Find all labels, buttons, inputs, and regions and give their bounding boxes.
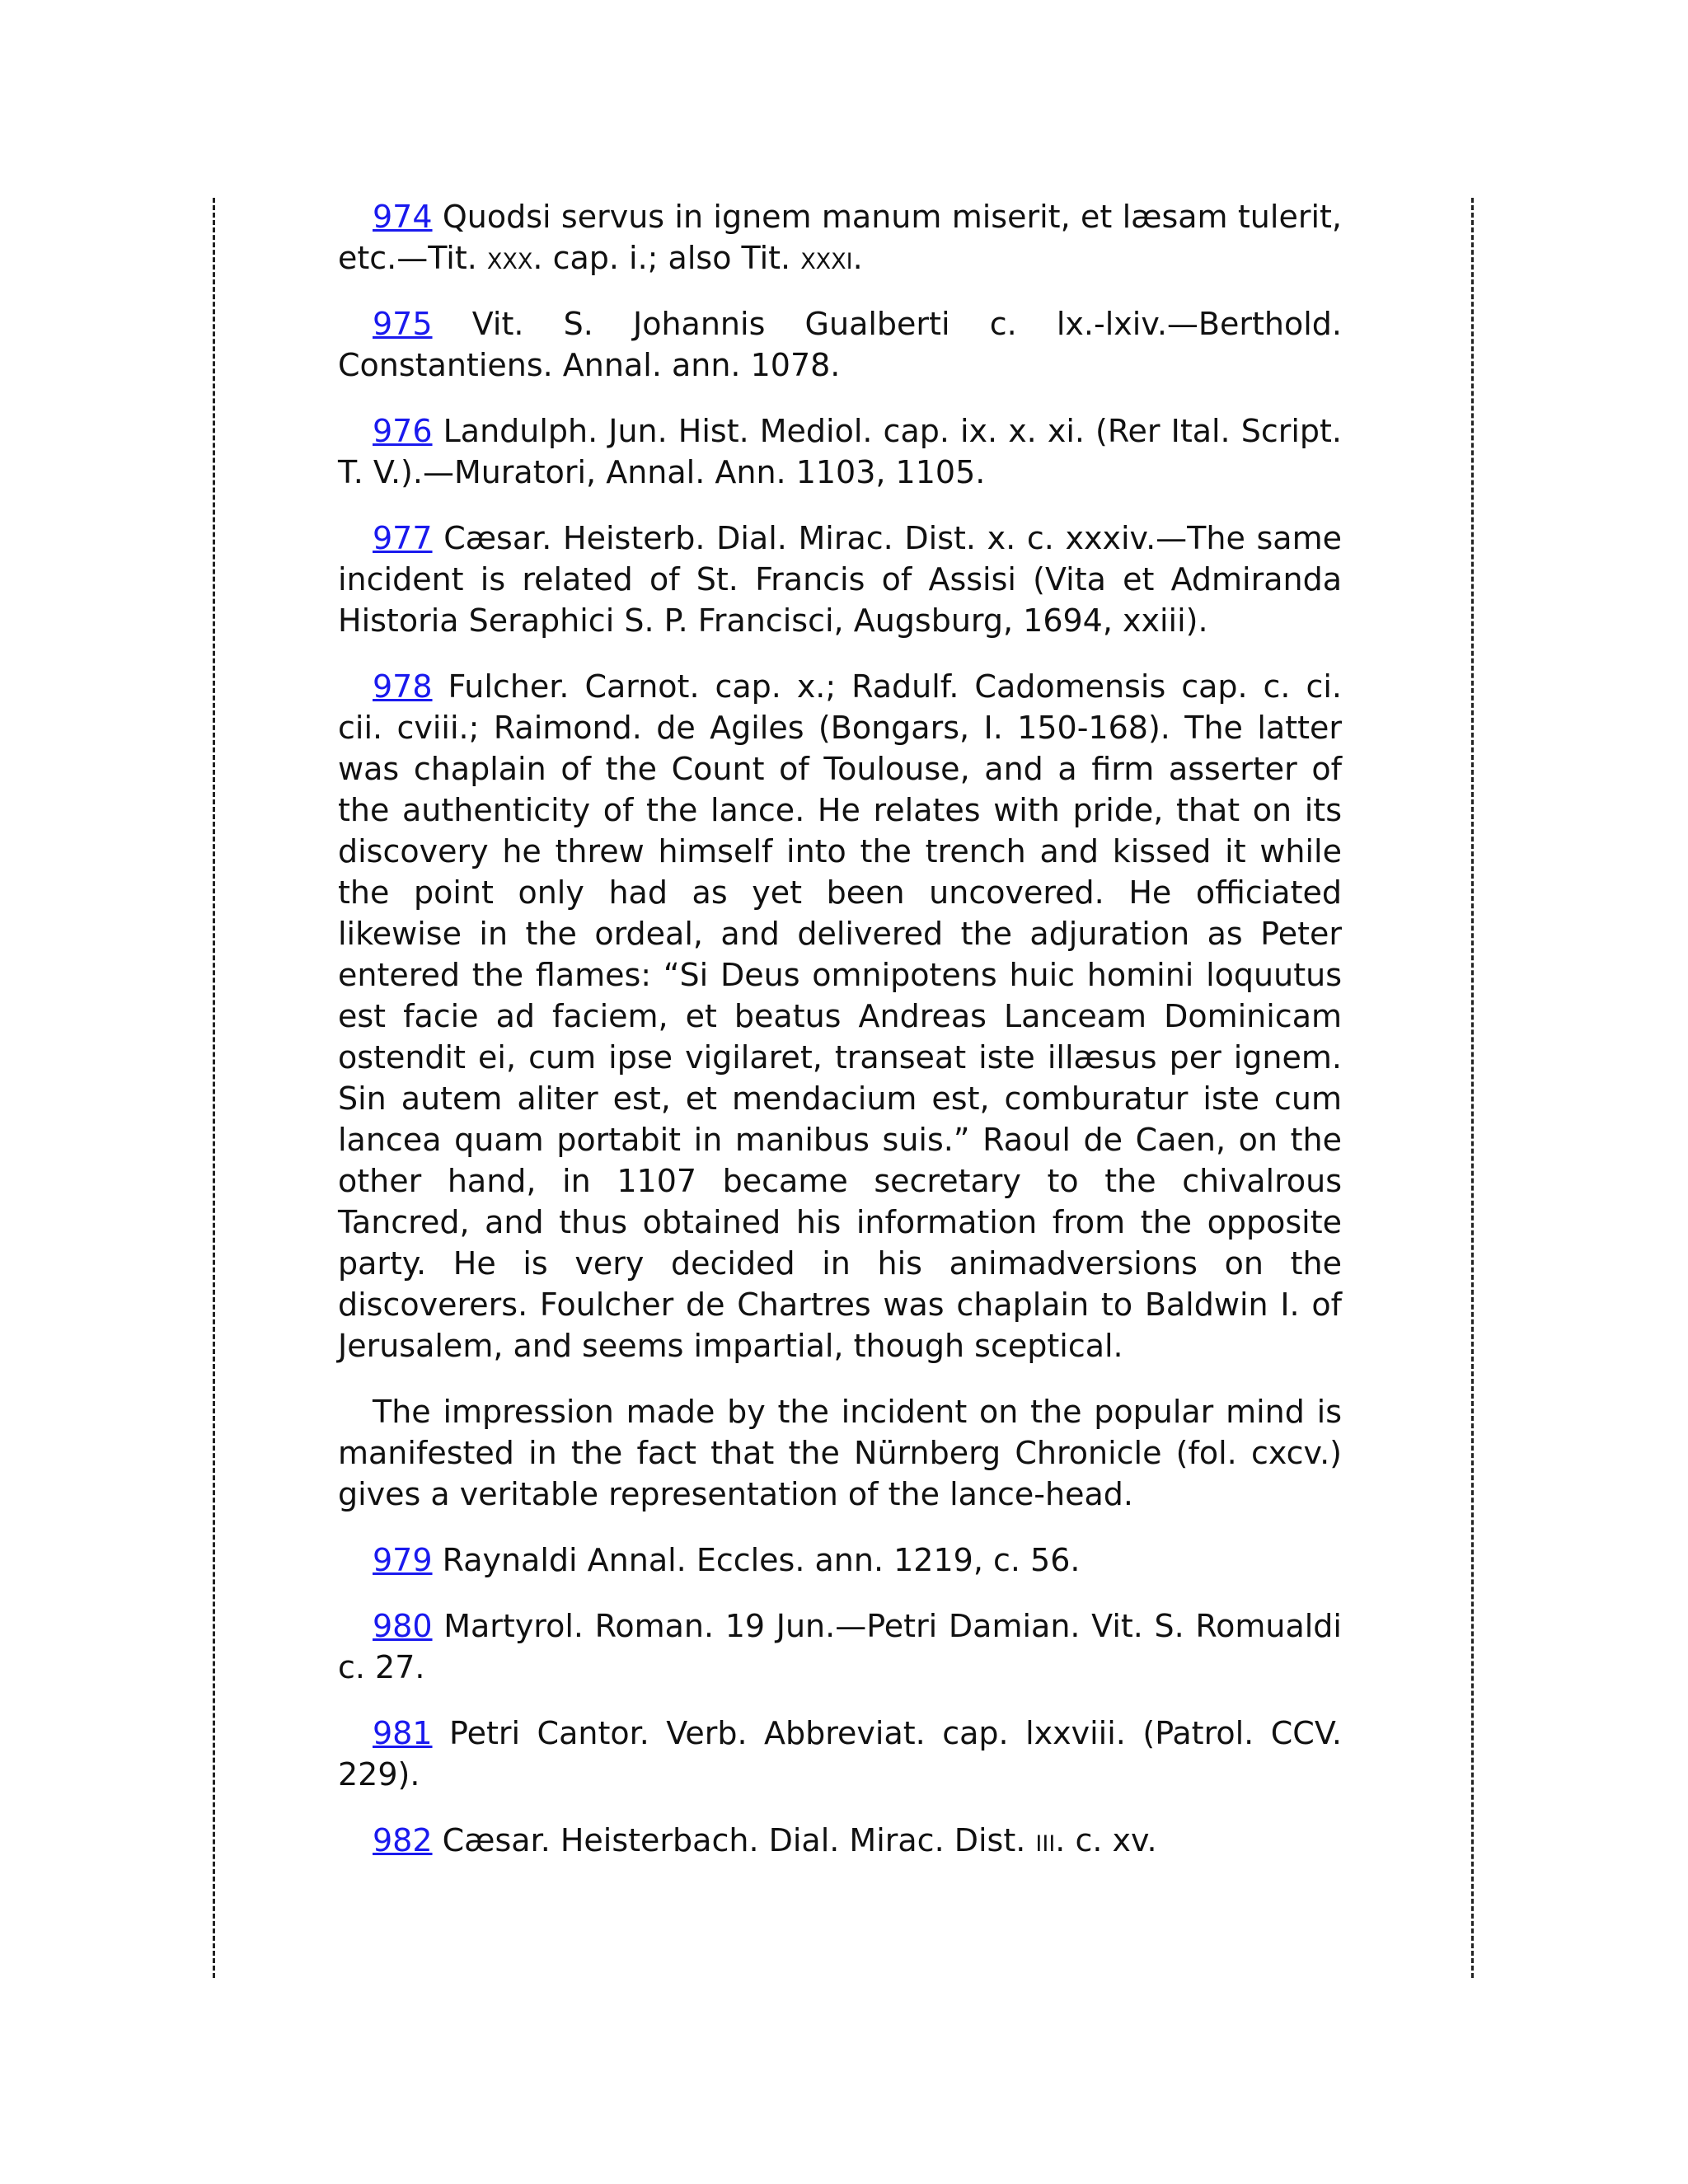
footnote-link-982[interactable]: 982 [373, 1822, 433, 1858]
footnote-text: Martyrol. Roman. 19 Jun.—Petri Damian. Vit. S. Romualdi c. 27. [338, 1608, 1342, 1685]
footnote-link-976[interactable]: 976 [373, 413, 433, 449]
footnote-text: Quodsi servus in ignem manum miserit, et læsam tulerit, etc.—Tit. [338, 199, 1342, 276]
footnote-text: Fulcher. Carnot. cap. x.; Radulf. Cadomensis cap. c. ci. cii. cviii.; Raimond. de Agiles (Bongars, I. 150-168). The latter was chaplain of the Count of Toulouse, and a firm asserter of the authenticity of the lance. He relates with pride, that on its discovery he threw himself into the trench and kissed it while the point only had as yet been uncovered. He officiated likewise in the ordeal, and delivered the adjuration as Peter entered the flames: “Si Deus omnipotens huic homini loquutus est facie ad faciem, et beatus Andreas Lanceam Dominicam ostendit ei, cum ipse vigilaret, transeat iste illæsus per ignem. Sin autem aliter est, et mendacium est, comburatur iste cum lancea quam portabit in manibus suis.” Raoul de Caen, on the other hand, in 1107 became secretary to the chivalrous Tancred, and thus obtained his information from the opposite party. He is very decided in his animadversions on the discoverers. Foulcher de Chartres was chaplain to Baldwin I. of Jerusalem, and seems impartial, though sceptical. [338, 668, 1342, 1364]
right-margin-rule [1471, 198, 1474, 1978]
footnote-976 [338, 410, 1342, 493]
footnote-978 [338, 666, 1342, 1366]
footnote-link-980[interactable]: 980 [373, 1608, 433, 1644]
footnote-link-981[interactable]: 981 [373, 1715, 433, 1751]
footnote-link-975[interactable]: 975 [373, 306, 433, 342]
footnote-text: Landulph. Jun. Hist. Mediol. cap. ix. x. xi. (Rer Ital. Script. T. V.).—Muratori, Annal. Ann. 1103, 1105. [338, 413, 1342, 490]
roman-numeral: iii [1035, 1822, 1056, 1858]
footnote-text: Cæsar. Heisterb. Dial. Mirac. Dist. x. c. xxxiv.—The same incident is related of St. Francis of Assisi (Vita et Admiranda Historia Seraphici S. P. Francisci, Augsburg, 1694, xxiii). [338, 520, 1342, 639]
footnote-974 [338, 196, 1342, 279]
roman-numeral: xxx [486, 240, 533, 276]
left-margin-rule [213, 198, 215, 1978]
footnote-text: . [852, 240, 863, 276]
footnote-text: Cæsar. Heisterbach. Dial. Mirac. Dist. [442, 1822, 1036, 1858]
footnote-link-979[interactable]: 979 [373, 1542, 433, 1578]
footnotes-page [338, 196, 1342, 1886]
footnote-text: Raynaldi Annal. Eccles. ann. 1219, c. 56. [442, 1542, 1081, 1578]
footnote-982 [338, 1820, 1342, 1861]
footnote-text: . c. xv. [1055, 1822, 1157, 1858]
footnote-text: The impression made by the incident on the popular mind is manifested in the fact that the Nürnberg Chronicle (fol. cxcv.) gives a veritable representation of the lance-head. [338, 1394, 1342, 1512]
footnote-981 [338, 1713, 1342, 1795]
footnote-link-974[interactable]: 974 [373, 199, 433, 235]
roman-numeral: xxxi [800, 240, 853, 276]
footnote-980 [338, 1605, 1342, 1688]
footnote-link-977[interactable]: 977 [373, 520, 433, 556]
footnote-977 [338, 518, 1342, 641]
footnote-979 [338, 1540, 1342, 1581]
footnote-text: Petri Cantor. Verb. Abbreviat. cap. lxxviii. (Patrol. CCV. 229). [338, 1715, 1342, 1793]
footnote-continuation [338, 1391, 1342, 1515]
footnote-text: Vit. S. Johannis Gualberti c. lx.-lxiv.—Berthold. Constantiens. Annal. ann. 1078. [338, 306, 1342, 383]
footnote-link-978[interactable]: 978 [373, 668, 433, 705]
footnote-975 [338, 303, 1342, 386]
footnote-text: . cap. i.; also Tit. [532, 240, 801, 276]
